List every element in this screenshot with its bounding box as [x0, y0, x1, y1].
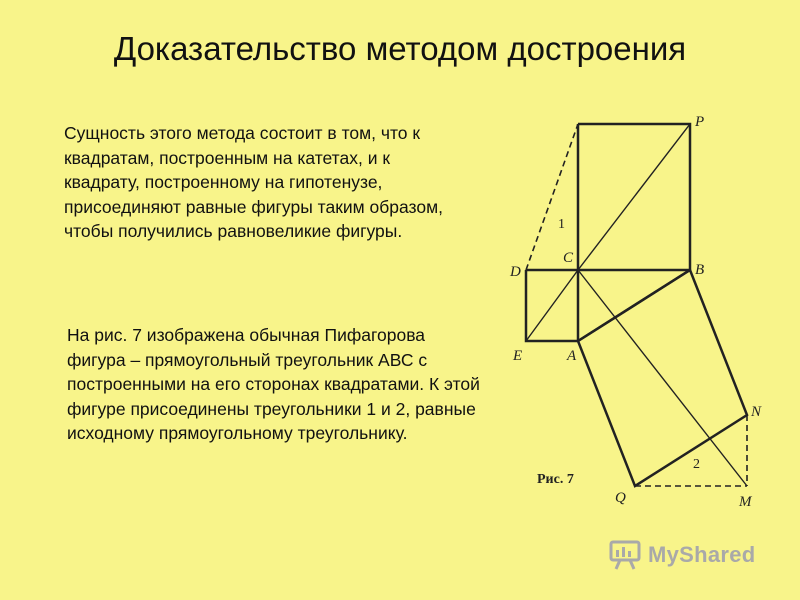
figure-description: На рис. 7 изображена обычная Пифагорова фигура – прямоугольный треугольник АВС с построенными на его сторонах квадратами. К этой фигуре присоединены треугольники 1 и 2, равные исходному прямоугольному треугольнику.: [67, 325, 480, 443]
triangle-1-label: 1: [558, 217, 565, 232]
label-e: E: [513, 348, 523, 364]
label-q: Q: [615, 490, 626, 506]
myshared-logo[interactable]: [608, 538, 756, 572]
diagonal-c-m: [578, 270, 747, 486]
slide-title: Доказательство методом достроения: [113, 30, 687, 67]
label-c: C: [563, 250, 574, 266]
logo-text: MyShared: [648, 542, 756, 567]
figure-caption: Рис. 7: [537, 472, 574, 487]
label-a: A: [567, 348, 577, 364]
dashed-d-top: [526, 124, 578, 270]
label-p: P: [695, 114, 705, 130]
label-m: M: [739, 494, 752, 510]
presentation-board-icon: [608, 539, 642, 571]
method-description: Сущность этого метода состоит в том, что к квадратам, построенным на катетах, и к квадрату, построенному на гипотенузе, присоединяют равные фигуры таким образом, чтобы получились равновеликие фигуры.: [64, 123, 443, 241]
pythagorean-figure: [495, 100, 770, 520]
label-d: D: [510, 264, 521, 280]
label-b: B: [695, 262, 705, 278]
label-n: N: [751, 404, 762, 420]
diagonal-c-p: [578, 124, 690, 270]
triangle-2-label: 2: [693, 457, 700, 472]
diagonal-e-c: [526, 270, 578, 341]
